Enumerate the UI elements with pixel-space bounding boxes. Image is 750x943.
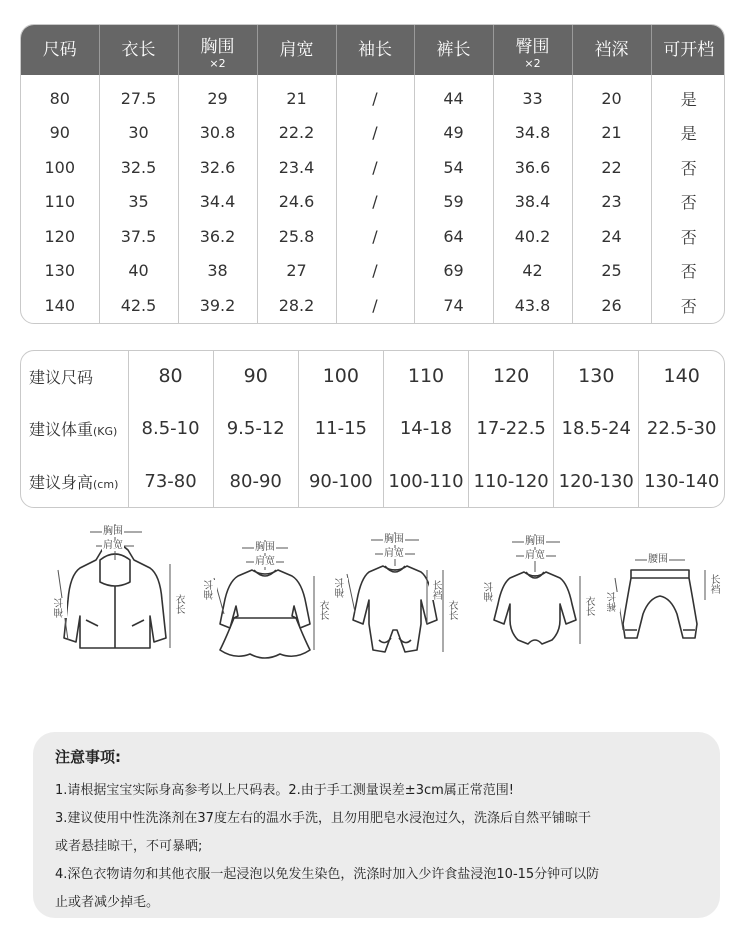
size-cell: 49 — [414, 116, 493, 151]
size-cell: 35 — [99, 185, 178, 220]
size-cell: 38.4 — [493, 185, 572, 220]
size-cell: 是 — [651, 116, 725, 151]
size-cell: 30 — [99, 116, 178, 151]
size-row — [21, 219, 725, 254]
size-cell: 64 — [414, 219, 493, 254]
suggestion-cell: 110-120 — [469, 455, 554, 507]
size-row — [21, 150, 725, 185]
suggestion-cell: 73-80 — [128, 455, 213, 507]
dress-length-label: 衣长 — [317, 600, 328, 620]
size-row — [21, 185, 725, 220]
size-cell: 33 — [493, 75, 572, 116]
header-crotch-depth: 裆深 — [572, 25, 651, 75]
size-cell: 22 — [572, 150, 651, 185]
garment-diagrams — [40, 520, 720, 670]
size-cell: 130 — [44, 261, 76, 281]
suggestion-cell: 14-18 — [383, 401, 468, 455]
size-cell: 21 — [572, 116, 651, 151]
header-size: 尺码 — [21, 25, 99, 75]
size-cell: 25 — [572, 254, 651, 289]
jacket-length-label: 衣长 — [173, 594, 184, 614]
size-cell: 否 — [651, 150, 725, 185]
romper-length-label: 衣长 — [446, 600, 457, 620]
size-cell: 24.6 — [257, 185, 336, 220]
suggestion-cell: 100-110 — [383, 455, 468, 507]
suggestion-cell: 90 — [213, 351, 298, 401]
suggestion-row-label — [21, 401, 128, 455]
size-row — [21, 75, 725, 116]
size-cell: 69 — [414, 254, 493, 289]
notes-line: 止或者减少掉毛。 — [55, 895, 160, 910]
size-cell: 74 — [414, 288, 493, 324]
pants-waist-label: 腰围 — [648, 554, 668, 565]
size-cell: 27.5 — [99, 75, 178, 116]
size-cell: 42 — [493, 254, 572, 289]
size-cell: 30.8 — [178, 116, 257, 151]
suggestion-cell: 110 — [383, 351, 468, 401]
size-cell: 24 — [572, 219, 651, 254]
header-open-crotch: 可开档 — [651, 25, 725, 75]
size-cell: 34.4 — [178, 185, 257, 220]
suggestion-label-text: 建议尺码 — [29, 367, 94, 387]
suggestion-label-text: 建议身高 — [29, 472, 94, 492]
notes-title: 注意事项: — [55, 748, 121, 766]
dress-chest-label: 胸围 — [255, 542, 275, 553]
size-cell: 90 — [49, 123, 70, 143]
size-cell: 26 — [572, 288, 651, 324]
header-shoulder: 肩宽 — [257, 25, 336, 75]
size-cell: / — [336, 116, 414, 151]
dress-diagram — [200, 520, 330, 674]
dress-shoulder-label: 肩宽 — [255, 556, 275, 567]
jacket-sleeve-label: 袖长 — [55, 598, 66, 618]
romper-chest-label: 胸围 — [384, 534, 404, 545]
size-cell: 36.6 — [493, 150, 572, 185]
size-cell: 否 — [651, 254, 725, 289]
romper-crotch-label: 长裆 — [430, 580, 441, 600]
suggestion-cell: 90-100 — [298, 455, 383, 507]
size-cell: 21 — [257, 75, 336, 116]
size-cell: 40.2 — [493, 219, 572, 254]
header-length: 衣长 — [99, 25, 178, 75]
jacket-diagram — [50, 520, 184, 674]
suggestion-row — [21, 455, 724, 507]
size-row — [21, 116, 725, 151]
suggestion-cell: 80-90 — [213, 455, 298, 507]
size-cell: 80 — [49, 88, 70, 108]
suggestion-row-label — [21, 351, 128, 401]
suggestion-cell: 120 — [469, 351, 554, 401]
size-cell: 37.5 — [99, 219, 178, 254]
notes-line: 1.请根据宝宝实际身高参考以上尺码表。2.由于手工测量误差±3cm属正常范围! — [55, 783, 514, 798]
size-cell: 43.8 — [493, 288, 572, 324]
size-cell: 否 — [651, 185, 725, 220]
size-cell: 36.2 — [178, 219, 257, 254]
suggestion-cell: 140 — [639, 351, 724, 401]
header-chest: 胸围 ×2 — [178, 25, 257, 75]
size-cell: / — [336, 219, 414, 254]
size-cell: 140 — [44, 295, 76, 315]
bodysuit-shoulder-label: 肩宽 — [525, 550, 545, 561]
size-chart-header-row — [21, 25, 725, 75]
suggestion-cell: 22.5-30 — [639, 401, 724, 455]
header-hip: 臀围 ×2 — [493, 25, 572, 75]
size-chart-table — [20, 24, 725, 324]
size-cell: / — [336, 254, 414, 289]
size-row — [21, 254, 725, 289]
bodysuit-length-label: 衣长 — [583, 596, 594, 616]
suggestion-cell: 18.5-24 — [554, 401, 639, 455]
suggestion-cell: 11-15 — [298, 401, 383, 455]
size-cell: 23 — [572, 185, 651, 220]
suggestion-row — [21, 351, 724, 401]
size-cell: 否 — [651, 288, 725, 324]
size-cell: 27 — [257, 254, 336, 289]
size-cell: 38 — [178, 254, 257, 289]
suggestion-unit: (cm) — [93, 477, 119, 491]
size-cell: 32.6 — [178, 150, 257, 185]
size-cell: 否 — [651, 219, 725, 254]
size-cell: 110 — [44, 192, 76, 212]
suggestion-unit: (KG) — [93, 424, 118, 438]
jacket-chest-label: 胸围 — [103, 526, 123, 537]
notes-line: 4.深色衣物请勿和其他衣服一起浸泡以免发生染色，洗涤时加入少许食盐浸泡10-15分钟可以防 — [55, 867, 600, 882]
care-notes — [33, 732, 720, 918]
suggestion-cell: 8.5-10 — [128, 401, 213, 455]
size-cell: 25.8 — [257, 219, 336, 254]
size-cell: 42.5 — [99, 288, 178, 324]
header-sleeve: 袖长 — [336, 25, 414, 75]
romper-shoulder-label: 肩宽 — [384, 548, 404, 559]
header-pants-length: 裤长 — [414, 25, 493, 75]
suggestion-row-label — [21, 455, 128, 507]
size-cell: 29 — [178, 75, 257, 116]
suggestion-cell: 9.5-12 — [213, 401, 298, 455]
size-cell: 54 — [414, 150, 493, 185]
romper-diagram — [325, 520, 465, 674]
bodysuit-diagram — [480, 520, 594, 674]
size-cell: 32.5 — [99, 150, 178, 185]
notes-line: 3.建议使用中性洗涤剂在37度左右的温水手洗，且勿用肥皂水浸泡过久，洗涤后自然平铺晾干 — [55, 811, 591, 826]
size-cell: 120 — [44, 226, 76, 246]
suggestion-row — [21, 401, 724, 455]
suggestion-cell: 17-22.5 — [469, 401, 554, 455]
jacket-shoulder-label: 肩宽 — [103, 540, 123, 551]
romper-sleeve-label: 袖长 — [336, 578, 347, 598]
size-cell: / — [336, 75, 414, 116]
suggestion-cell: 100 — [298, 351, 383, 401]
size-cell: 39.2 — [178, 288, 257, 324]
suggestion-cell: 130 — [554, 351, 639, 401]
size-cell: / — [336, 288, 414, 324]
size-cell: 40 — [99, 254, 178, 289]
bodysuit-chest-label: 胸围 — [525, 536, 545, 547]
suggestion-label-text: 建议体重 — [29, 419, 94, 439]
size-cell: / — [336, 185, 414, 220]
notes-line: 或者悬挂晾干，不可暴晒; — [55, 839, 203, 854]
size-cell: 34.8 — [493, 116, 572, 151]
size-cell: / — [336, 150, 414, 185]
size-cell: 23.4 — [257, 150, 336, 185]
size-cell: 44 — [414, 75, 493, 116]
bodysuit-sleeve-label: 袖长 — [485, 582, 496, 602]
pants-crotch-label: 长裆 — [708, 574, 719, 594]
size-cell: 100 — [44, 157, 76, 177]
size-cell: 是 — [651, 75, 725, 116]
size-cell: 59 — [414, 185, 493, 220]
size-cell: 20 — [572, 75, 651, 116]
suggestion-table — [20, 350, 725, 508]
pants-illustration — [605, 520, 715, 670]
pants-diagram — [605, 520, 719, 674]
suggestion-cell: 130-140 — [639, 455, 724, 507]
size-cell: 22.2 — [257, 116, 336, 151]
pants-length-label: 裤长 — [608, 592, 619, 612]
size-cell: 28.2 — [257, 288, 336, 324]
dress-sleeve-label: 袖长 — [205, 580, 216, 600]
size-row — [21, 288, 725, 324]
suggestion-cell: 120-130 — [554, 455, 639, 507]
suggestion-cell: 80 — [128, 351, 213, 401]
